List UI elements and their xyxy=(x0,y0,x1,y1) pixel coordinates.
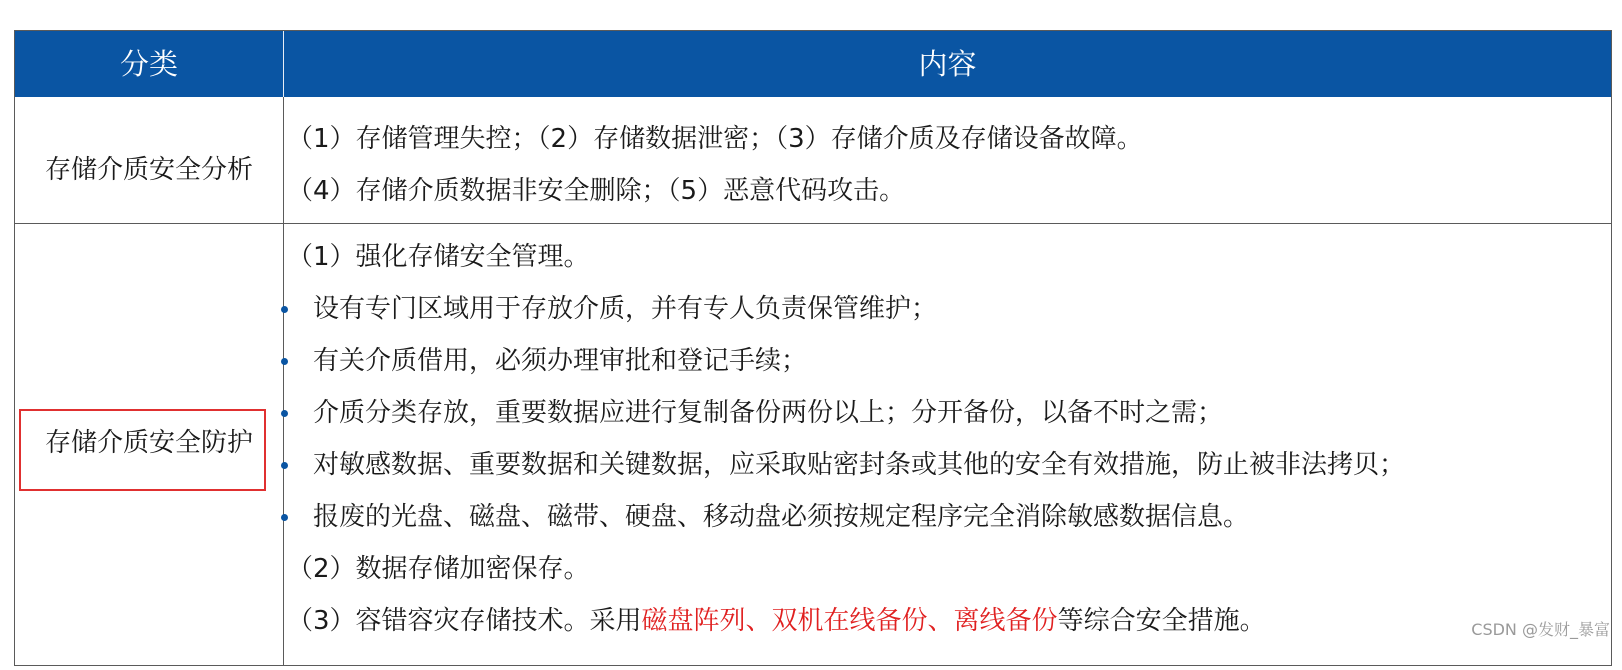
bullet-item: 对敏感数据、重要数据和关键数据，应采取贴密封条或其他的安全有效措施，防止被非法拷贝； xyxy=(313,450,1406,480)
content-table xyxy=(14,30,1612,666)
category-protection: 存储介质安全防护 xyxy=(44,428,253,458)
bullet-dot-icon xyxy=(281,306,288,313)
analysis-line-1: （1）存储管理失控；（2）存储数据泄密；（3）存储介质及存储设备故障。 xyxy=(287,124,1143,154)
line3-highlight: 磁盘阵列、双机在线备份、离线备份 xyxy=(641,606,1058,636)
header-category: 分类 xyxy=(119,47,178,81)
table-header xyxy=(15,31,1611,97)
header-content: 内容 xyxy=(918,47,977,81)
column-divider xyxy=(283,31,284,665)
protection-line-3 xyxy=(287,605,1266,637)
protection-line-1: （1）强化存储安全管理。 xyxy=(287,242,590,272)
category-analysis: 存储介质安全分析 xyxy=(44,155,253,185)
bullet-item: 介质分类存放，重要数据应进行复制备份两份以上；分开备份，以备不时之需； xyxy=(313,398,1224,428)
header-divider xyxy=(283,31,284,97)
category-highlight-box xyxy=(19,409,266,491)
bullet-dot-icon xyxy=(281,514,288,521)
bullet-dot-icon xyxy=(281,410,288,417)
bullet-item: 有关介质借用，必须办理审批和登记手续； xyxy=(313,346,808,376)
bullet-dot-icon xyxy=(281,358,288,365)
bullet-item: 报废的光盘、磁盘、磁带、硬盘、移动盘必须按规定程序完全消除敏感数据信息。 xyxy=(313,502,1250,532)
line3-prefix: （3）容错容灾存储技术。采用 xyxy=(287,606,642,636)
line3-suffix: 等综合安全措施。 xyxy=(1057,606,1266,636)
bullet-dot-icon xyxy=(281,462,288,469)
protection-line-2: （2）数据存储加密保存。 xyxy=(287,554,590,584)
bullet-item: 设有专门区域用于存放介质，并有专人负责保管维护； xyxy=(313,294,938,324)
watermark: CSDN @发财_暴富 xyxy=(1471,620,1610,639)
row-divider xyxy=(15,223,1611,224)
analysis-line-2: （4）存储介质数据非安全删除；（5）恶意代码攻击。 xyxy=(287,176,906,206)
